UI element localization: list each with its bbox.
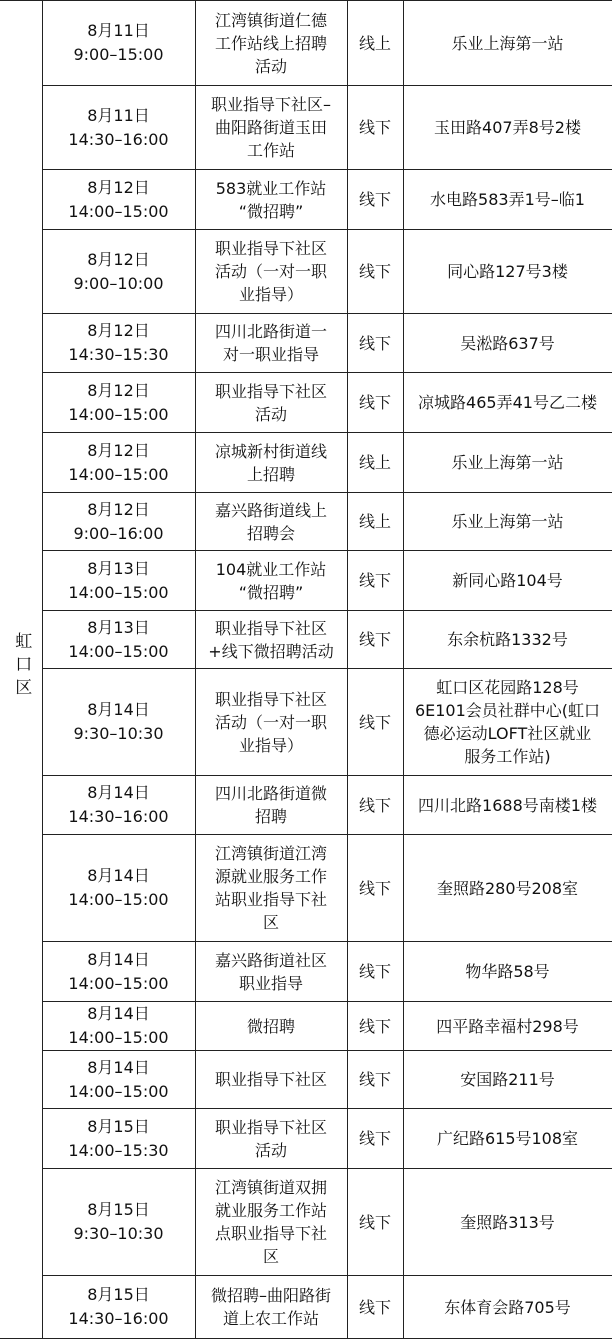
table-row [0,1109,612,1169]
table-row [0,493,612,551]
activity-cell [195,1051,347,1109]
activity-cell-text: 微招聘–曲阳路街 道上农工作站 [210,1286,331,1328]
mode-cell [347,86,403,170]
activity-cell [195,1109,347,1169]
mode-cell-text: 线下 [358,1297,391,1317]
location-cell-text: 安国路211号 [460,1070,555,1089]
location-cell [403,1276,612,1339]
mode-cell-text: 线下 [358,118,391,137]
activity-cell [195,86,347,170]
time-cell [42,314,195,373]
time-cell [42,170,195,230]
mode-cell-text: 线下 [358,571,391,590]
location-cell-text: 奎照路313号 [460,1212,555,1232]
time-cell-text: 8月15日 14:30–16:00 [68,1285,169,1328]
mode-cell [347,776,403,835]
mode-cell-text: 线上 [358,33,391,53]
table-row [0,776,612,835]
mode-cell [347,611,403,669]
activity-cell-text: 微招聘 [246,1016,295,1036]
location-cell-text: 新同心路104号 [452,571,563,590]
time-cell [42,1,195,86]
location-cell [403,373,612,433]
location-cell-text: 乐业上海第一站 [451,512,564,531]
mode-cell [347,433,403,493]
time-cell-text: 8月14日 14:00–15:00 [68,1057,169,1101]
time-cell-text: 8月14日 14:00–15:00 [68,866,169,909]
mode-cell-text: 线下 [358,1129,391,1148]
time-cell-text: 8月14日 14:30–16:00 [68,783,169,826]
mode-cell [347,942,403,1002]
time-cell-text: 8月13日 14:00–15:00 [68,617,169,661]
time-cell-text: 8月13日 14:00–15:00 [68,558,169,602]
mode-cell [347,314,403,373]
activity-cell-text: 职业指导下社区 活动 [214,381,327,424]
table-row [0,1276,612,1339]
time-cell-text: 8月15日 9:30–10:30 [73,1200,164,1243]
location-cell-text: 东体育会路705号 [444,1297,571,1317]
table-row [0,170,612,230]
location-cell [403,1109,612,1169]
time-cell [42,942,195,1002]
table-row [0,551,612,611]
time-cell-text: 8月14日 14:00–15:00 [68,1004,169,1047]
table-row [0,1051,612,1109]
activity-cell [195,493,347,551]
time-cell-text: 8月12日 14:00–15:00 [68,440,169,484]
location-cell [403,669,612,776]
location-cell-text: 东余杭路1332号 [447,630,568,649]
activity-cell [195,373,347,433]
time-cell-text: 8月14日 14:00–15:00 [68,949,169,993]
mode-cell [347,170,403,230]
time-cell-text: 8月12日 14:00–15:00 [68,177,169,221]
mode-cell [347,835,403,942]
activity-cell-text: 职业指导下社区 活动（一对一职 业指导） [214,239,327,304]
mode-cell-text: 线下 [358,712,391,732]
activity-cell-text: 职业指导下社区 [214,1070,327,1089]
location-cell-text: 物华路58号 [465,962,550,981]
location-cell-text: 玉田路407弄8号2楼 [434,118,581,137]
mode-cell-text: 线下 [358,333,391,353]
time-cell-text: 8月14日 9:30–10:30 [73,700,164,743]
mode-cell [347,669,403,776]
activity-cell [195,669,347,776]
time-cell [42,835,195,942]
time-cell [42,493,195,551]
mode-cell [347,1109,403,1169]
location-cell [403,170,612,230]
activity-cell [195,1276,347,1339]
activity-cell-text: 凉城新村街道线 上招聘 [214,441,327,484]
table-row [0,86,612,170]
activity-cell [195,1,347,86]
activity-cell-text: 江湾镇街道双拥 就业服务工作站 点职业指导下社 区 [214,1178,327,1266]
mode-cell-text: 线下 [358,1016,391,1036]
location-cell [403,1051,612,1109]
mode-cell-text: 线下 [358,795,391,815]
district-label: 虹口区 [11,632,32,701]
district-cell [0,1,42,1339]
activity-cell [195,314,347,373]
location-cell-text: 同心路127号3楼 [447,262,568,281]
location-cell [403,230,612,314]
mode-cell [347,1276,403,1339]
location-cell [403,1002,612,1051]
location-cell [403,776,612,835]
time-cell [42,86,195,170]
mode-cell [347,1051,403,1109]
location-cell-text: 水电路583弄1号–临1 [430,190,585,209]
mode-cell-text: 线上 [358,512,391,531]
table-row [0,373,612,433]
mode-cell-text: 线下 [358,1212,391,1232]
mode-cell [347,1,403,86]
time-cell [42,1002,195,1051]
activity-cell-text: 职业指导下社区– 曲阳路街道玉田 工作站 [210,95,331,160]
time-cell-text: 8月12日 14:00–15:00 [68,380,169,424]
location-cell [403,611,612,669]
table-row [0,230,612,314]
location-cell [403,942,612,1002]
time-cell [42,1109,195,1169]
location-cell [403,1,612,86]
activity-cell [195,942,347,1002]
time-cell [42,1051,195,1109]
activity-cell [195,835,347,942]
time-cell [42,669,195,776]
location-cell [403,433,612,493]
activity-cell-text: 583就业工作站 “微招聘” [215,178,327,221]
mode-cell [347,551,403,611]
mode-cell [347,493,403,551]
location-cell-text: 凉城路465弄41号乙二楼 [418,393,597,412]
time-cell-text: 8月11日 9:00–15:00 [73,21,164,64]
time-cell-text: 8月11日 14:30–16:00 [68,105,169,149]
mode-cell-text: 线下 [358,878,391,898]
table-row [0,942,612,1002]
schedule-body [0,1,612,1339]
mode-cell-text: 线下 [358,393,391,412]
location-cell-text: 乐业上海第一站 [451,33,564,53]
activity-cell [195,776,347,835]
activity-cell-text: 嘉兴路街道社区 职业指导 [214,950,327,993]
activity-cell [195,611,347,669]
activity-cell-text: 江湾镇街道仁德 工作站线上招聘 活动 [214,10,327,76]
time-cell-text: 8月15日 14:00–15:30 [68,1116,169,1160]
table-row [0,1002,612,1051]
location-cell-text: 吴淞路637号 [460,333,555,353]
table-row [0,1169,612,1276]
time-cell-text: 8月12日 14:30–15:30 [68,321,169,364]
location-cell [403,1169,612,1276]
mode-cell-text: 线下 [358,962,391,981]
activity-cell [195,170,347,230]
activity-cell [195,1169,347,1276]
time-cell-text: 8月12日 9:00–16:00 [73,499,164,543]
mode-cell [347,373,403,433]
activity-cell [195,433,347,493]
activity-cell-text: 四川北路街道微 招聘 [214,784,327,826]
activity-cell-text: 职业指导下社区 活动（一对一职 业指导） [214,689,327,755]
location-cell [403,835,612,942]
mode-cell-text: 线下 [358,262,391,281]
activity-cell [195,551,347,611]
time-cell [42,551,195,611]
mode-cell-text: 线上 [358,453,391,472]
activity-cell-text: 嘉兴路街道线上 招聘会 [214,500,327,543]
mode-cell-text: 线下 [358,190,391,209]
time-cell [42,230,195,314]
time-cell [42,373,195,433]
activity-cell-text: 江湾镇街道江湾 源就业服务工作 站职业指导下社 区 [214,844,327,932]
location-cell-text: 虹口区花园路128号 6E101会员社群中心(虹口 德必运动LOFT社区就业 服务工作站) [414,678,601,766]
mode-cell-text: 线下 [358,1070,391,1089]
location-cell-text: 广纪路615号108室 [436,1129,579,1148]
mode-cell [347,1002,403,1051]
activity-cell-text: 104就业工作站 “微招聘” [215,559,327,602]
mode-cell-text: 线下 [358,630,391,649]
time-cell [42,776,195,835]
location-cell [403,86,612,170]
table-row [0,835,612,942]
activity-cell-text: 四川北路街道一 对一职业指导 [214,322,327,364]
location-cell-text: 奎照路280号208室 [436,878,579,898]
table-row [0,611,612,669]
activity-cell-text: 职业指导下社区 活动 [214,1117,327,1160]
mode-cell [347,230,403,314]
table-row [0,669,612,776]
time-cell-text: 8月12日 9:00–10:00 [73,249,164,293]
activity-cell [195,1002,347,1051]
time-cell [42,1169,195,1276]
table-row [0,314,612,373]
location-cell [403,314,612,373]
location-cell-text: 四平路幸福村298号 [436,1016,579,1036]
time-cell [42,1276,195,1339]
table-row [0,1,612,86]
activity-cell-text: 职业指导下社区 +线下微招聘活动 [208,618,334,661]
location-cell [403,493,612,551]
time-cell [42,611,195,669]
time-cell [42,433,195,493]
location-cell [403,551,612,611]
mode-cell [347,1169,403,1276]
location-cell-text: 四川北路1688号南楼1楼 [418,795,597,815]
activity-cell [195,230,347,314]
location-cell-text: 乐业上海第一站 [451,453,564,472]
table-row [0,433,612,493]
